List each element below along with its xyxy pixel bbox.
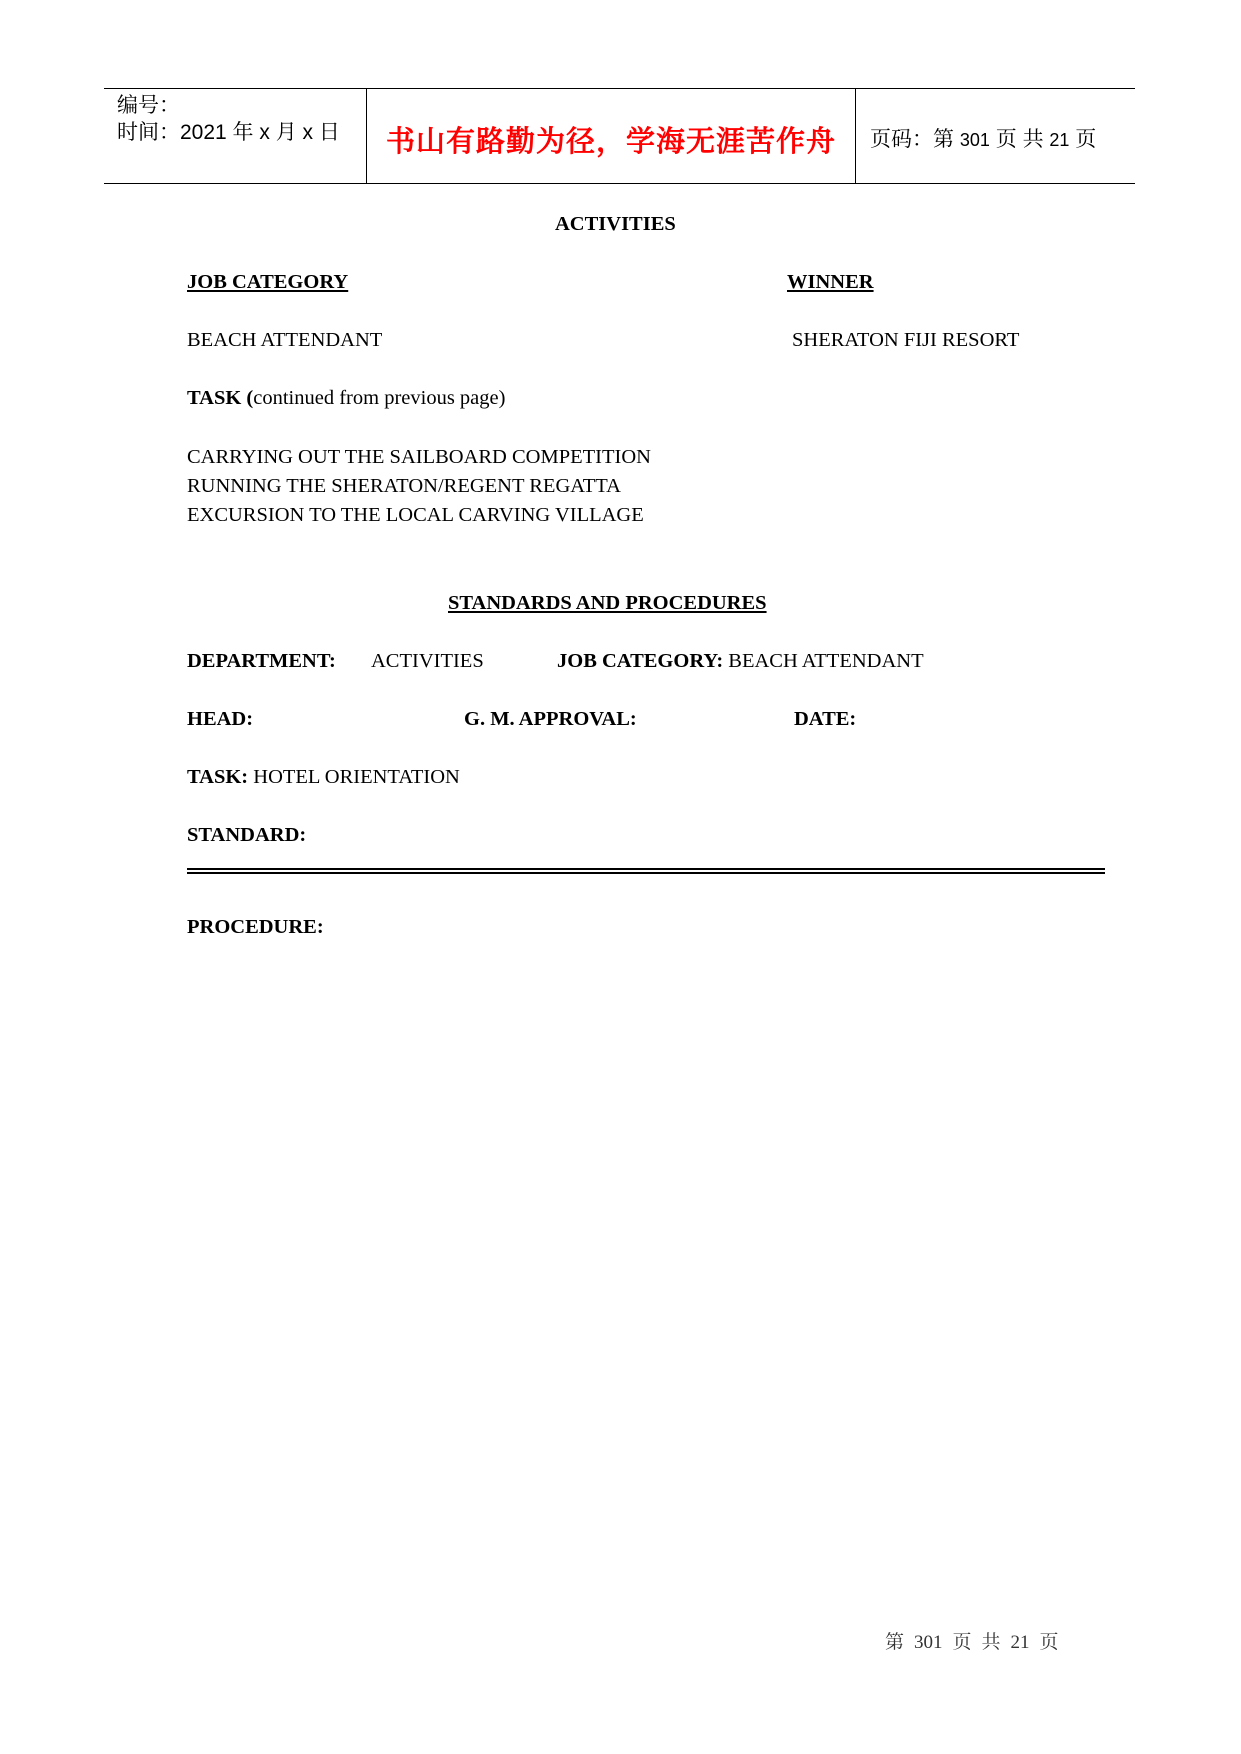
page-total: 21 <box>1049 130 1070 150</box>
date-label: DATE: <box>794 708 857 730</box>
page-prefix: 页码：第 <box>870 128 954 151</box>
footer-mid1: 页 <box>952 1632 972 1653</box>
task-label-std: TASK: <box>187 766 249 788</box>
motto: 书山有路勤为径，学海无涯苦作舟 <box>385 126 836 158</box>
winner-value: SHERATON FIJI RESORT <box>792 329 1020 351</box>
activities-title: ACTIVITIES <box>555 213 676 235</box>
job-category-heading: JOB CATEGORY <box>187 271 349 293</box>
footer-prefix: 第 <box>885 1632 905 1653</box>
job-category-line <box>557 650 924 673</box>
department-line <box>187 650 336 673</box>
header-motto-cell <box>366 89 856 183</box>
header-page-info <box>870 123 1096 153</box>
footer-mid2: 共 <box>981 1632 1001 1653</box>
double-rule-divider <box>187 868 1105 874</box>
task-label: TASK ( <box>187 387 254 409</box>
job-category-label: JOB CATEGORY: <box>557 650 724 672</box>
header-page-cell <box>856 89 1135 183</box>
task-line <box>187 387 505 410</box>
task-item: CARRYING OUT THE SAILBOARD COMPETITION <box>187 446 651 468</box>
standard-label: STANDARD: <box>187 824 307 846</box>
header-meta-cell <box>104 89 366 183</box>
task-item: EXCURSION TO THE LOCAL CARVING VILLAGE <box>187 504 644 526</box>
department-value: ACTIVITIES <box>371 650 484 672</box>
page-suffix: 页 <box>1075 128 1097 151</box>
job-category-value: BEACH ATTENDANT <box>187 329 383 351</box>
footer-total: 21 <box>1010 1632 1030 1653</box>
head-label: HEAD: <box>187 708 254 730</box>
task-note: continued from previous page) <box>253 387 506 409</box>
page-footer <box>885 1627 1069 1654</box>
task-item: RUNNING THE SHERATON/REGENT REGATTA <box>187 475 621 497</box>
serial-label: 编号： <box>117 94 180 117</box>
job-category-value-std: BEACH ATTENDANT <box>728 650 924 672</box>
standards-title: STANDARDS AND PROCEDURES <box>448 592 767 614</box>
department-label: DEPARTMENT: <box>187 650 336 672</box>
gm-approval-label: G. M. APPROVAL: <box>464 708 637 730</box>
footer-page: 301 <box>914 1632 943 1653</box>
task-orientation-line <box>187 766 460 789</box>
procedure-label: PROCEDURE: <box>187 916 324 938</box>
page-header <box>104 88 1135 184</box>
time-label: 时间：2021 年 x 月 x 日 <box>117 121 340 144</box>
task-value-std: HOTEL ORIENTATION <box>253 766 460 788</box>
footer-suffix: 页 <box>1039 1632 1059 1653</box>
winner-heading: WINNER <box>787 271 874 293</box>
page-mid: 页 共 <box>995 128 1044 151</box>
page-number: 301 <box>959 130 990 150</box>
